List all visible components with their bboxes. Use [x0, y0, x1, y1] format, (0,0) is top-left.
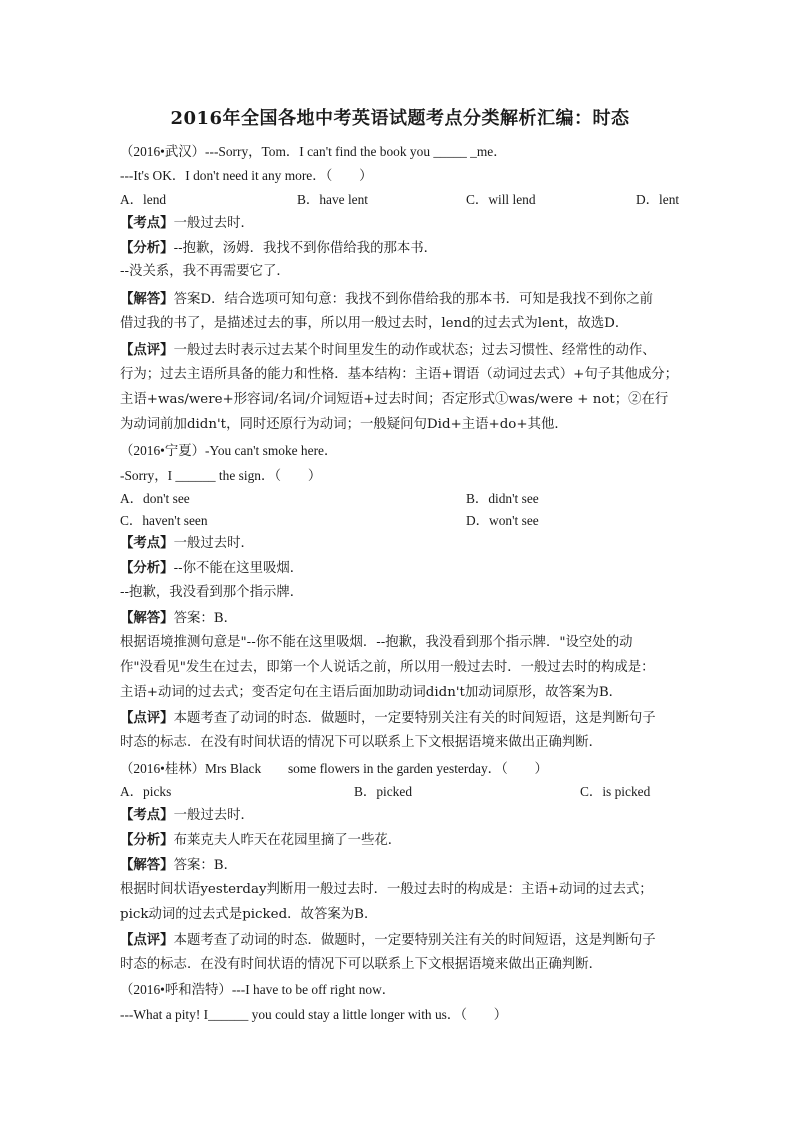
- jieda-text: 答案D．结合选项可知句意：我找不到你借给我的那本书．可知是我找不到你之前: [173, 292, 653, 307]
- q2-option-a: A．don't see: [120, 491, 190, 506]
- q3-jieda-line-2: 根据时间状语yesterday判断用一般过去时．一般过去时的构成是：主语+动词的过去式；: [120, 882, 653, 897]
- q1-fenxi: [120, 237, 437, 260]
- q1-jieda-line-2: 借过我的书了，是描述过去的事，所以用一般过去时，lend的过去式为lent，故选D．: [120, 316, 629, 331]
- fenxi-label: 【分析】: [120, 560, 174, 576]
- q3-option-a: A．picks: [120, 784, 172, 799]
- q4-stem-line-1: （2016•呼和浩特）---I have to be off right now．: [120, 982, 396, 997]
- q1-dianping: [120, 339, 656, 362]
- kaodian-label: 【考点】: [120, 535, 174, 551]
- q2-stem-line-1: （2016•宁夏）-You can't smoke here．: [120, 443, 338, 458]
- q1-fenxi-line-2: --没关系，我不再需要它了．: [120, 264, 290, 279]
- q2-dianping-line-2: 时态的标志．在没有时间状语的情况下可以联系上下文根据语境来做出正确判断．: [120, 735, 603, 750]
- q2-jieda: [120, 607, 237, 630]
- q2-option-b: B．didn't see: [466, 491, 539, 506]
- fenxi-text: --抱歉，汤姆．我找不到你借给我的那本书．: [173, 241, 438, 256]
- q1-option-d: D．lent: [636, 192, 680, 207]
- q1-stem-line-1: （2016•武汉）---Sorry，Tom．I can't find the book you _____ _me．: [120, 144, 507, 159]
- jieda-label: 【解答】: [120, 610, 174, 626]
- dianping-text: 本题考查了动词的时态．做题时，一定要特别关注有关的时间短语，这是判断句子: [173, 933, 656, 948]
- fenxi-label: 【分析】: [120, 240, 174, 256]
- q1-dianping-line-3: 主语+was/were+形容词/名词/介词短语+过去时间；否定形式①was/were + not；②在行: [120, 392, 669, 407]
- q2-jieda-line-2: 根据语境推测句意是"--你不能在这里吸烟．--抱歉，我没看到那个指示牌．"设空处的动: [120, 635, 633, 650]
- q2-option-c: C．haven't seen: [120, 513, 208, 528]
- q3-stem-line-1: （2016•桂林）Mrs Black some flowers in the garden yesterday．（ ）: [120, 761, 548, 776]
- q1-kaodian: [120, 212, 254, 235]
- q1-dianping-line-2: 行为；过去主语所具备的能力和性格．基本结构：主语+谓语（动词过去式）+句子其他成分；: [120, 367, 679, 382]
- q2-dianping: [120, 707, 656, 730]
- jieda-label: 【解答】: [120, 291, 174, 307]
- dianping-label: 【点评】: [120, 342, 174, 358]
- q3-option-c: C．is picked: [580, 784, 651, 799]
- q1-option-b: B．have lent: [297, 192, 369, 207]
- q1-option-c: C．will lend: [466, 192, 536, 207]
- dianping-text: 一般过去时表示过去某个时间里发生的动作或状态；过去习惯性、经常性的动作、: [173, 343, 656, 358]
- q3-option-b: B．picked: [354, 784, 413, 799]
- q3-jieda: [120, 854, 237, 877]
- q3-kaodian: [120, 804, 254, 827]
- q2-stem-line-2: -Sorry，I ______ the sign．（ ）: [120, 468, 322, 483]
- q1-dianping-line-4: 为动词前加didn't，同时还原行为动词；一般疑问句Did+主语+do+其他．: [120, 417, 568, 432]
- q3-dianping-line-2: 时态的标志．在没有时间状语的情况下可以联系上下文根据语境来做出正确判断．: [120, 957, 603, 972]
- page-title: 2016年全国各地中考英语试题考点分类解析汇编：时态: [170, 108, 630, 129]
- jieda-text: 答案：B．: [173, 858, 237, 873]
- dianping-label: 【点评】: [120, 710, 174, 726]
- kaodian-label: 【考点】: [120, 215, 174, 231]
- kaodian-text: 一般过去时．: [173, 216, 254, 231]
- q2-option-d: D．won't see: [466, 513, 539, 528]
- q3-jieda-line-3: pick动词的过去式是picked．故答案为B．: [120, 907, 378, 922]
- q1-option-a: A．lend: [120, 192, 167, 207]
- q4-stem-line-2: ---What a pity! I______ you could stay a little longer with us．（ ）: [120, 1007, 508, 1022]
- q2-jieda-line-4: 主语+动词的过去式；变否定句在主语后面加助动词didn't加动词原形，故答案为B．: [120, 685, 623, 700]
- q2-fenxi-line-2: --抱歉，我没看到那个指示牌．: [120, 585, 304, 600]
- q1-jieda: [120, 288, 653, 311]
- q3-fenxi: [120, 829, 401, 852]
- fenxi-text: --你不能在这里吸烟．: [173, 561, 304, 576]
- kaodian-text: 一般过去时．: [173, 808, 254, 823]
- kaodian-label: 【考点】: [120, 807, 174, 823]
- q1-stem-line-2: ---It's OK．I don't need it any more．（ ）: [120, 168, 373, 183]
- dianping-text: 本题考查了动词的时态．做题时，一定要特别关注有关的时间短语，这是判断句子: [173, 711, 656, 726]
- q3-dianping: [120, 929, 656, 952]
- q2-jieda-line-3: 作"没看见"发生在过去，即第一个人说话之前，所以用一般过去时．一般过去时的构成是：: [120, 660, 655, 675]
- q2-fenxi: [120, 557, 303, 580]
- dianping-label: 【点评】: [120, 932, 174, 948]
- fenxi-label: 【分析】: [120, 832, 174, 848]
- kaodian-text: 一般过去时．: [173, 536, 254, 551]
- q2-kaodian: [120, 532, 254, 555]
- jieda-text: 答案：B．: [173, 611, 237, 626]
- fenxi-text: 布莱克夫人昨天在花园里摘了一些花．: [173, 833, 402, 848]
- jieda-label: 【解答】: [120, 857, 174, 873]
